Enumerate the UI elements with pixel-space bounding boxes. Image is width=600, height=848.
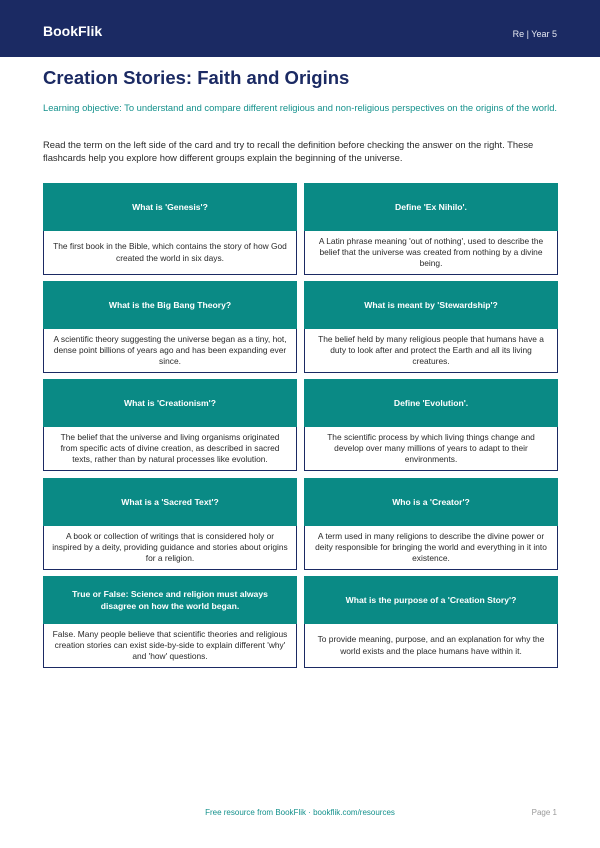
intro-text: Read the term on the left side of the card and try to recall the definition before checking the answer on the right. These flashcards help you explore how different groups explain the beginning of the universe. <box>43 139 534 163</box>
flashcard-answer: A term used in many religions to describe the divine power or deity responsible for bringing the world and everything in it into existence. <box>304 526 558 570</box>
flashcard-answer: The scientific process by which living things change and develop over many millions of years to adapt to their environments. <box>304 427 558 471</box>
flashcard <box>43 576 297 668</box>
page-number: Page 1 <box>531 808 557 817</box>
flashcard-answer: The belief held by many religious people that humans have a duty to look after and protect the Earth and all its living creatures. <box>304 329 558 373</box>
flashcard <box>304 281 558 373</box>
flashcard-question: True or False: Science and religion must always disagree on how the world began. <box>43 576 297 624</box>
flashcard-question: What is the purpose of a 'Creation Story'? <box>304 576 558 624</box>
flashcard-answer: The first book in the Bible, which contains the story of how God created the world in six days. <box>43 231 297 275</box>
learning-objective: Learning objective: To understand and compare different religious and non-religious perspectives on the origins of the world. <box>43 102 558 113</box>
flashcard <box>43 183 297 275</box>
flashcard-answer: A book or collection of writings that is considered holy or inspired by a deity, providing guidance and stories about origins for a religion. <box>43 526 297 570</box>
flashcard <box>304 183 558 275</box>
flashcard-answer: A scientific theory suggesting the universe began as a tiny, hot, dense point billions of years ago and has been expanding ever since. <box>43 329 297 373</box>
footer-resource-link[interactable]: Free resource from BookFlik · bookflik.com/resources <box>205 808 395 817</box>
flashcard <box>43 478 297 570</box>
flashcard-question: What is meant by 'Stewardship'? <box>304 281 558 329</box>
flashcard-answer: To provide meaning, purpose, and an explanation for why the world exists and the place humans have within it. <box>304 624 558 668</box>
flashcard-question: Who is a 'Creator'? <box>304 478 558 526</box>
subject-year-label: Re | Year 5 <box>512 29 557 39</box>
page-header <box>0 0 600 57</box>
flashcard-question: What is 'Genesis'? <box>43 183 297 231</box>
flashcard-question: What is the Big Bang Theory? <box>43 281 297 329</box>
flashcard <box>43 281 297 373</box>
flashcard-answer: A Latin phrase meaning 'out of nothing', used to describe the belief that the universe was created from nothing by a divine being. <box>304 231 558 275</box>
flashcard <box>304 576 558 668</box>
flashcard-question: Define 'Evolution'. <box>304 379 558 427</box>
flashcard-answer: False. Many people believe that scientific theories and religious creation stories can exist side-by-side to explain different 'why' and 'how' questions. <box>43 624 297 668</box>
flashcard-question: Define 'Ex Nihilo'. <box>304 183 558 231</box>
flashcard-question: What is a 'Sacred Text'? <box>43 478 297 526</box>
flashcard <box>304 379 558 471</box>
flashcard <box>304 478 558 570</box>
brand-logo[interactable]: BookFlik <box>43 23 103 39</box>
flashcard-answer: The belief that the universe and living organisms originated from specific acts of divine creation, as described in sacred texts, rather than by natural processes like evolution. <box>43 427 297 471</box>
flashcard <box>43 379 297 471</box>
page-title: Creation Stories: Faith and Origins <box>43 67 350 88</box>
flashcard-question: What is 'Creationism'? <box>43 379 297 427</box>
